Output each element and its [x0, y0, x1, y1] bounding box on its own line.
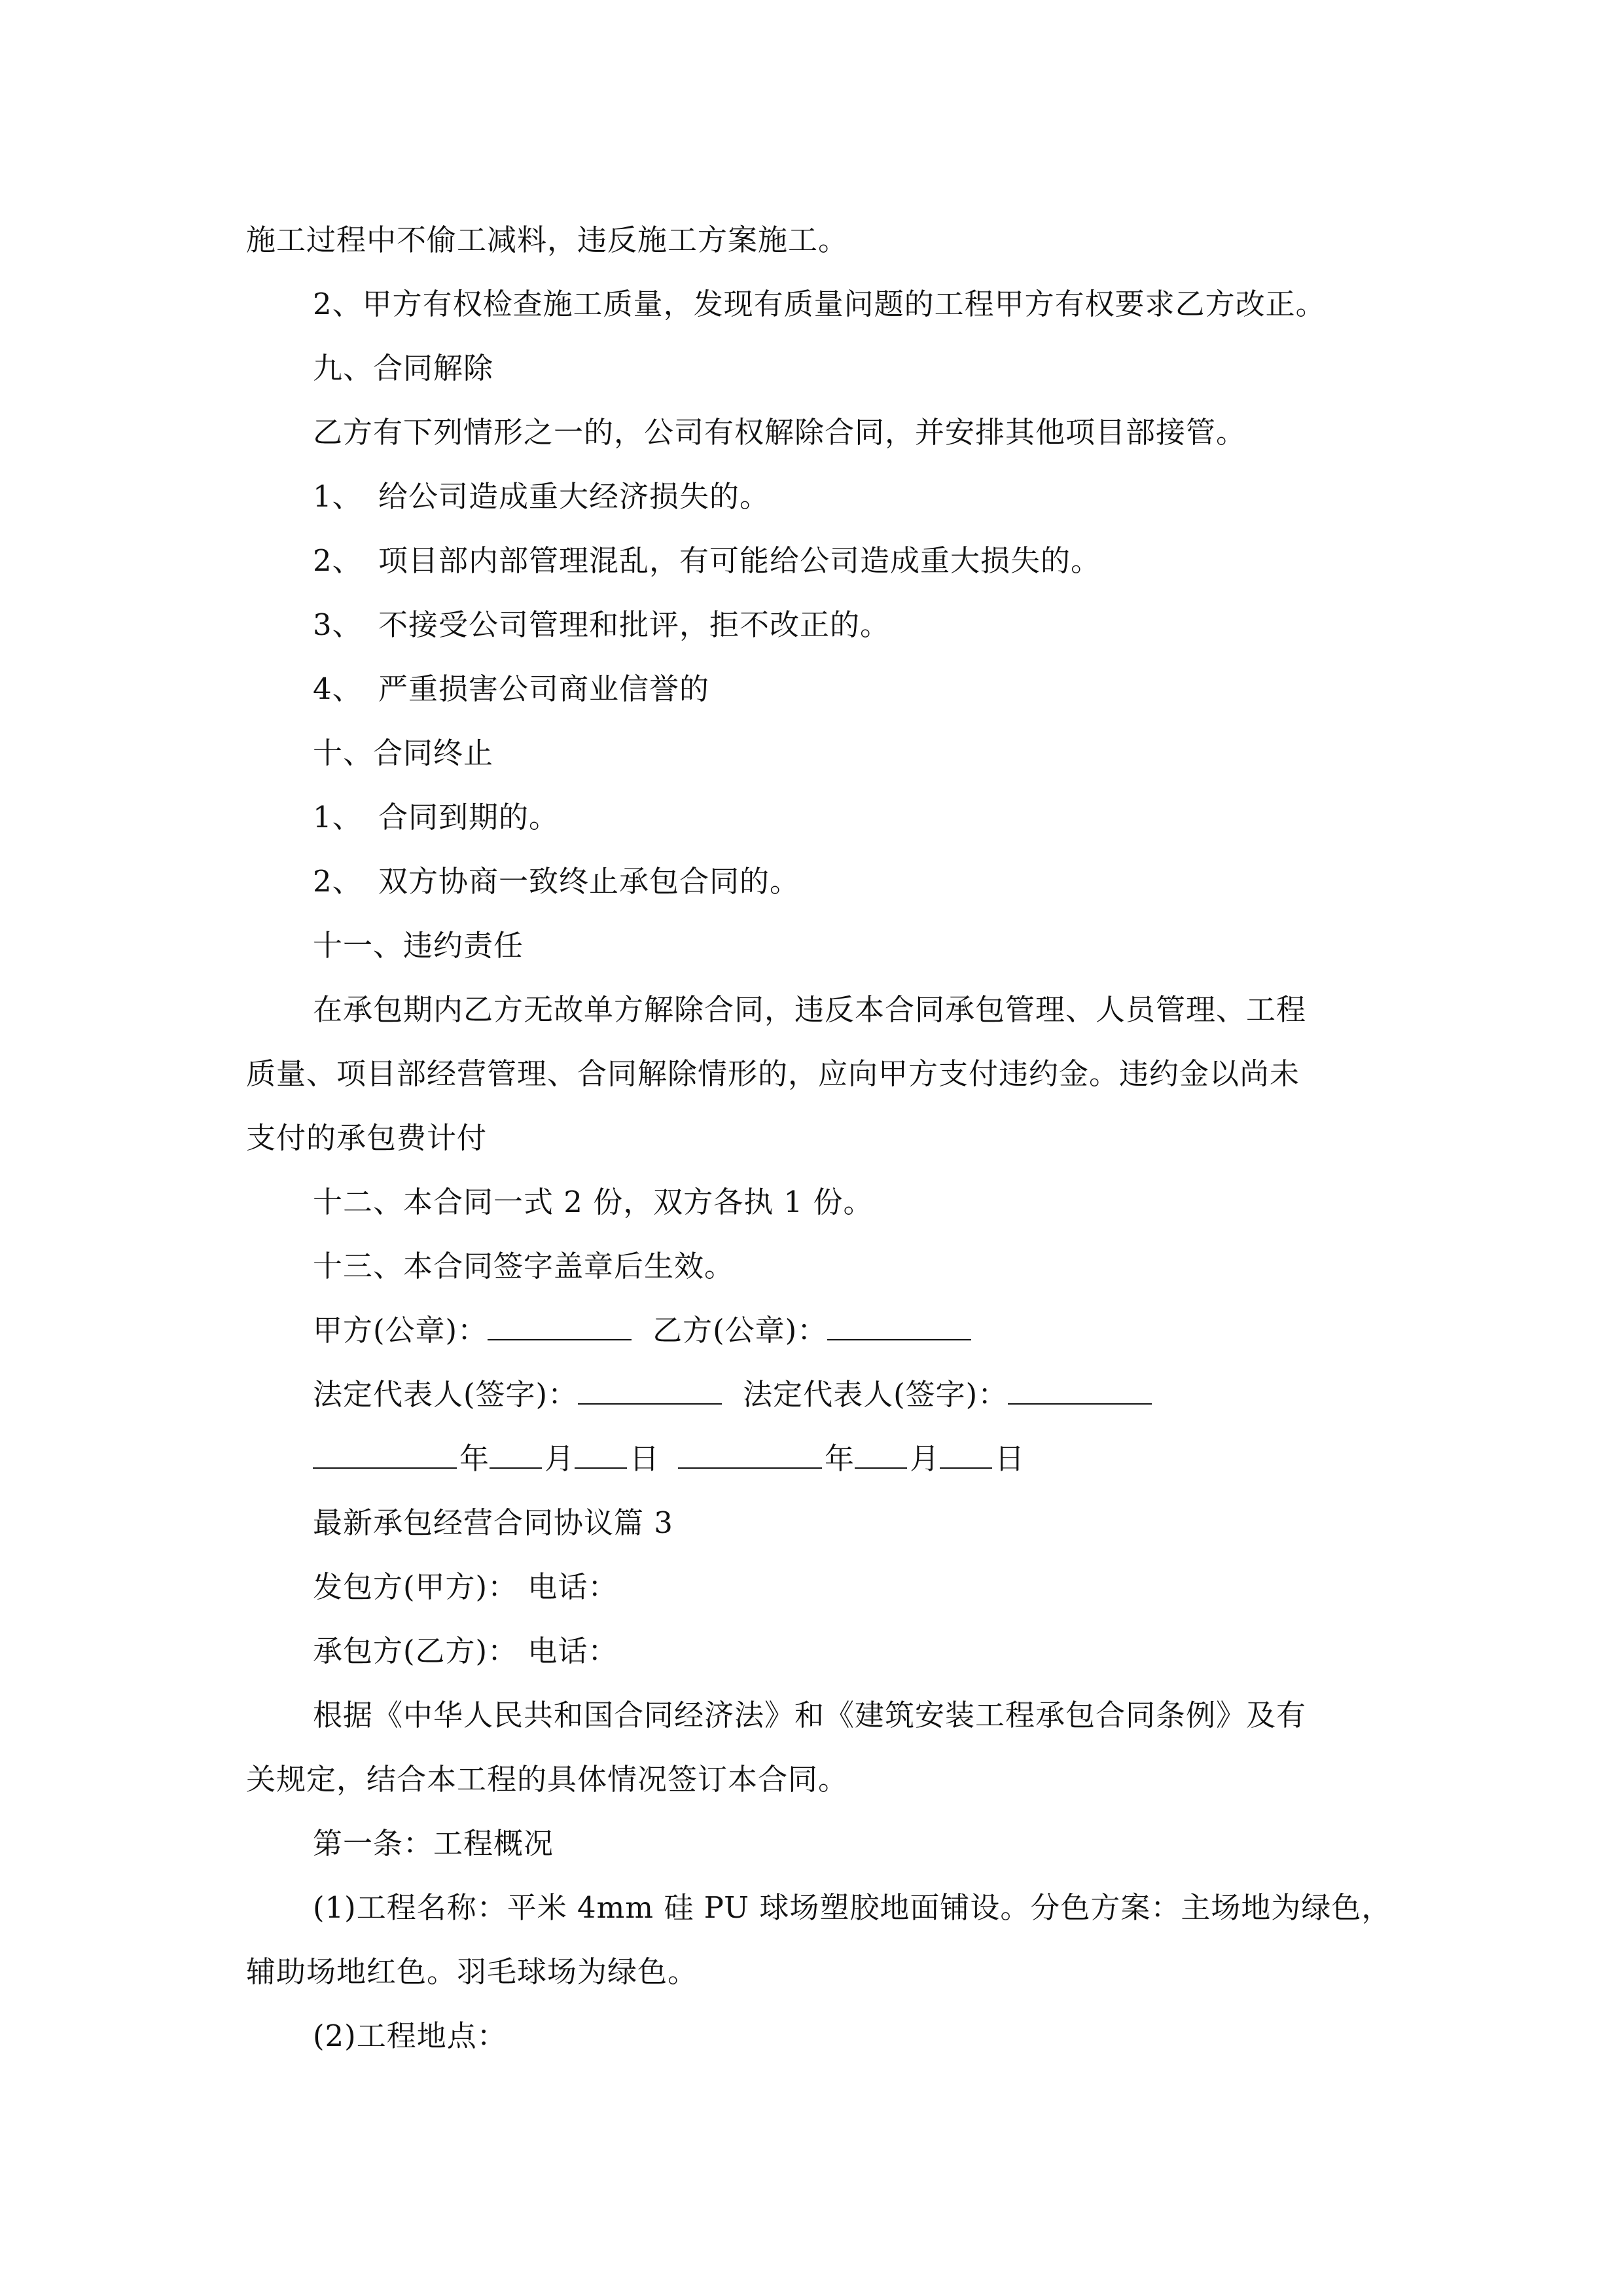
rep-b-label: 法定代表人(签字)： — [743, 1377, 1008, 1412]
rep-a-label: 法定代表人(签字)： — [313, 1377, 579, 1412]
month-blank — [490, 1443, 542, 1469]
text-line: (2)工程地点： — [313, 2018, 507, 2053]
year-blank — [678, 1443, 822, 1469]
text-line: 发包方(甲方)： 电话： — [313, 1570, 618, 1604]
list-number: 1、 — [313, 800, 363, 834]
text-line: 承包方(乙方)： 电话： — [313, 1634, 618, 1668]
list-text: 给公司造成重大经济损失的。 — [378, 479, 770, 514]
year-label: 年 — [825, 1441, 855, 1476]
page-content — [246, 208, 1398, 2068]
text-line: 根据《中华人民共和国合同经济法》和《建筑安装工程承包合同条例》及有 — [313, 1698, 1307, 1732]
text-line: 关规定，结合本工程的具体情况签订本合同。 — [246, 1762, 849, 1797]
text-line: 2、甲方有权检查施工质量，发现有质量问题的工程甲方有权要求乙方改正。 — [313, 287, 1326, 321]
day-label: 日 — [630, 1441, 660, 1476]
list-item — [246, 593, 1398, 657]
text-line: 辅助场地红色。羽毛球场为绿色。 — [246, 1954, 698, 1989]
party-a-seal-label: 甲方(公章)： — [313, 1313, 488, 1348]
list-item — [246, 657, 1398, 721]
text-line: 质量、项目部经营管理、合同解除情形的，应向甲方支付违约金。违约金以尚未 — [246, 1056, 1300, 1091]
section-heading: 第一条：工程概况 — [313, 1826, 554, 1861]
representative-line — [246, 1363, 1398, 1427]
list-item — [246, 785, 1398, 850]
list-text: 双方协商一致终止承包合同的。 — [378, 864, 800, 899]
list-text: 合同到期的。 — [378, 800, 560, 834]
date-line — [246, 1427, 1398, 1491]
section-heading: 九、合同解除 — [313, 351, 494, 386]
party-b-seal-blank — [827, 1314, 971, 1340]
text-line: 乙方有下列情形之一的，公司有权解除合同，并安排其他项目部接管。 — [313, 415, 1247, 450]
month-label: 月 — [544, 1441, 575, 1476]
seal-line — [246, 1299, 1398, 1363]
section-title: 最新承包经营合同协议篇 3 — [313, 1505, 673, 1540]
text-line: 十三、本合同签字盖章后生效。 — [313, 1249, 735, 1283]
month-label: 月 — [910, 1441, 940, 1476]
list-number: 4、 — [313, 672, 363, 706]
text-line: 施工过程中不偷工减料，违反施工方案施工。 — [246, 223, 849, 257]
list-item — [246, 465, 1398, 529]
rep-b-blank — [1008, 1378, 1152, 1405]
list-text: 不接受公司管理和批评，拒不改正的。 — [378, 607, 891, 642]
day-blank — [575, 1443, 627, 1469]
text-line: 在承包期内乙方无故单方解除合同，违反本合同承包管理、人员管理、工程 — [313, 992, 1307, 1027]
text-line: 支付的承包费计付 — [246, 1121, 488, 1155]
month-blank — [855, 1443, 907, 1469]
list-text: 项目部内部管理混乱，有可能给公司造成重大损失的。 — [378, 543, 1101, 578]
day-label: 日 — [995, 1441, 1026, 1476]
party-b-seal-label: 乙方(公章)： — [652, 1313, 828, 1348]
year-label: 年 — [459, 1441, 490, 1476]
text-line: 十二、本合同一式 2 份，双方各执 1 份。 — [313, 1185, 874, 1219]
list-item — [246, 850, 1398, 914]
section-heading: 十一、违约责任 — [313, 928, 524, 963]
text-line: (1)工程名称：平米 4mm 硅 PU 球场塑胶地面铺设。分色方案：主场地为绿色， — [313, 1890, 1392, 1925]
year-blank — [313, 1443, 457, 1469]
section-heading: 十、合同终止 — [313, 736, 494, 770]
list-number: 2、 — [313, 864, 363, 899]
list-text: 严重损害公司商业信誉的 — [378, 672, 710, 706]
party-a-seal-blank — [488, 1314, 632, 1340]
list-number: 3、 — [313, 607, 363, 642]
list-item — [246, 529, 1398, 593]
day-blank — [940, 1443, 992, 1469]
list-number: 1、 — [313, 479, 363, 514]
rep-a-blank — [578, 1378, 722, 1405]
list-number: 2、 — [313, 543, 363, 578]
